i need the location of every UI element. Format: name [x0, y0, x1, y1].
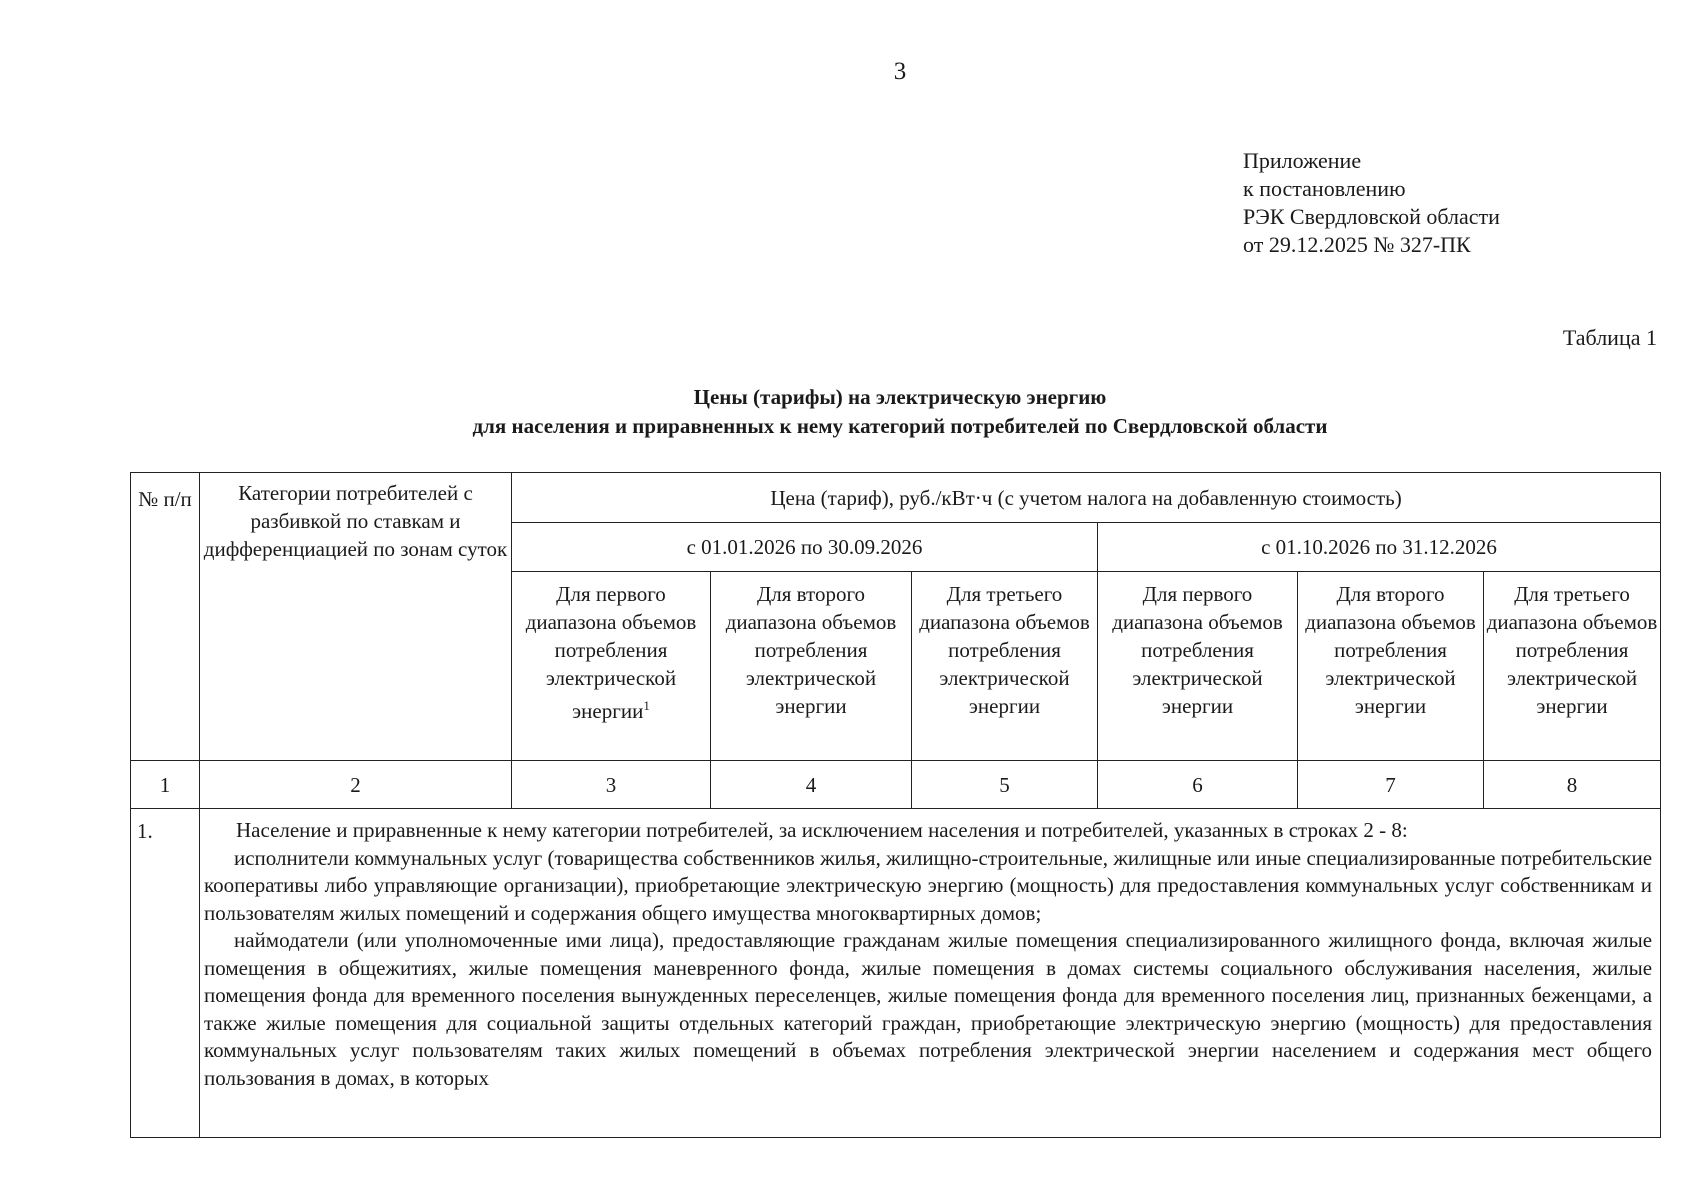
subheader-p2-range2: Для второго диапазона объемов потребления электрической энергии — [1298, 572, 1484, 761]
column-number: 6 — [1098, 761, 1298, 809]
subheader-p1-range2: Для второго диапазона объемов потребления электрической энергии — [711, 572, 912, 761]
header-no: № п/п — [131, 473, 200, 761]
tariff-table — [130, 472, 1661, 1138]
subheader-p1-range1 — [512, 572, 711, 761]
row-intro: Население и приравненные к нему категории потребителей, за исключением населения и потребителей, указанных в строках 2 - 8: — [236, 818, 1408, 842]
column-number: 2 — [200, 761, 512, 809]
table-label: Таблица 1 — [1562, 325, 1657, 350]
column-number: 4 — [711, 761, 912, 809]
column-number: 3 — [512, 761, 711, 809]
header-period-2: с 01.10.2026 по 31.12.2026 — [1098, 523, 1661, 572]
appendix-line: от 29.12.2025 № 327-ПК — [1243, 232, 1471, 257]
table-title — [0, 383, 1697, 441]
row-number: 1. — [131, 809, 200, 1138]
column-number: 8 — [1484, 761, 1661, 809]
appendix-line: к постановлению — [1243, 176, 1406, 201]
column-number: 1 — [131, 761, 200, 809]
subheader-p2-range1: Для первого диапазона объемов потребления электрической энергии — [1098, 572, 1298, 761]
appendix-block — [1243, 147, 1500, 259]
header-period-1: с 01.01.2026 по 30.09.2026 — [512, 523, 1098, 572]
page-number: 3 — [893, 58, 907, 85]
appendix-line: Приложение — [1243, 148, 1362, 173]
column-number: 5 — [912, 761, 1098, 809]
subheader-text: Для первого диапазона объемов потребления электрической энергии — [525, 582, 697, 723]
title-line-1: Цены (тарифы) на электрическую энергию — [693, 385, 1107, 409]
subheader-p1-range3: Для третьего диапазона объемов потребления электрической энергии — [912, 572, 1098, 761]
header-price: Цена (тариф), руб./кВт·ч (с учетом налога на добавленную стоимость) — [512, 473, 1661, 523]
row-paragraph-2: наймодатели (или уполномоченные ими лица), предоставляющие гражданам жилые помещения специализированного жилищного фонда, включая жилые помещения в общежитиях, жилые помещения маневренного фонда, жилые помещения в домах системы социального обслуживания населения, жилые помещения фонда для временного поселения вынужденных переселенцев, жилые помещения фонда для временного поселения лиц, признанных беженцами, а также жилые помещения для социальной защиты отдельных категорий граждан, приобретающие электрическую энергию (мощность) для предоставления коммунальных услуг пользователям таких жилых помещений в объемах потребления электрической энергии населением и содержания мест общего пользования в домах, в которых — [204, 928, 1653, 1090]
title-line-2: для населения и приравненных к нему категорий потребителей по Свердловской области — [472, 414, 1328, 438]
header-category: Категории потребителей с разбивкой по ставкам и дифференциацией по зонам суток — [200, 473, 512, 761]
footnote-mark: 1 — [643, 698, 650, 713]
row-description — [200, 809, 1661, 1138]
subheader-p2-range3: Для третьего диапазона объемов потребления электрической энергии — [1484, 572, 1661, 761]
row-paragraph-1: исполнители коммунальных услуг (товарищества собственников жилья, жилищно-строительные, жилищные или иные специализированные потребительские кооперативы либо управляющие организации), приобретающие электрическую энергию (мощность) для предоставления коммунальных услуг собственникам и пользователям жилых помещений и содержания общего имущества многоквартирных домов; — [204, 845, 1653, 925]
column-number: 7 — [1298, 761, 1484, 809]
appendix-line: РЭК Свердловской области — [1243, 204, 1500, 229]
